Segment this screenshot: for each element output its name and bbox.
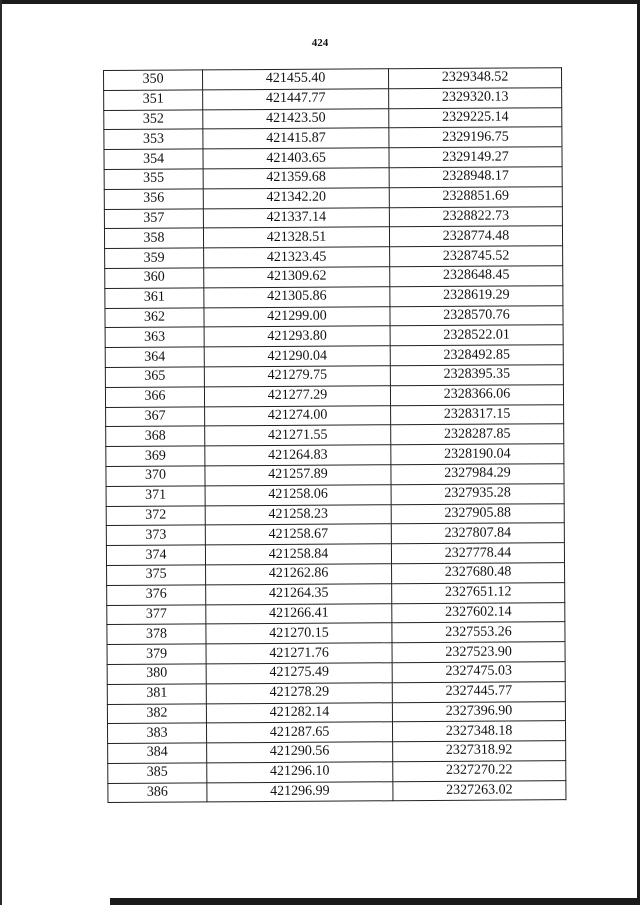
- table-row: [106, 424, 564, 447]
- y-coordinate-cell: 2328317.15: [391, 404, 564, 425]
- table-row: [106, 543, 564, 566]
- y-coordinate-cell: 2327318.92: [393, 741, 566, 762]
- x-coordinate-cell: 421323.45: [204, 247, 390, 268]
- y-coordinate-cell: 2329320.13: [389, 87, 562, 108]
- y-coordinate-cell: 2329348.52: [388, 68, 561, 89]
- point-number-cell: 369: [106, 446, 205, 466]
- point-number-cell: 353: [104, 129, 203, 149]
- x-coordinate-cell: 421290.04: [204, 346, 390, 367]
- x-coordinate-cell: 421279.75: [204, 366, 390, 387]
- x-coordinate-cell: 421403.65: [203, 148, 389, 169]
- table-row: [106, 503, 564, 526]
- y-coordinate-cell: 2328287.85: [391, 424, 564, 445]
- table-row: [105, 266, 563, 289]
- point-number-cell: 351: [104, 90, 203, 110]
- point-number-cell: 381: [107, 684, 206, 704]
- x-coordinate-cell: 421277.29: [204, 386, 390, 407]
- y-coordinate-cell: 2327602.14: [392, 602, 565, 623]
- y-coordinate-cell: 2327905.88: [391, 503, 564, 524]
- x-coordinate-cell: 421328.51: [203, 227, 389, 248]
- table-row: [107, 602, 565, 625]
- table-row: [107, 582, 565, 605]
- x-coordinate-cell: 421296.99: [207, 781, 393, 802]
- y-coordinate-cell: 2327523.90: [392, 642, 565, 663]
- y-coordinate-cell: 2327263.02: [393, 780, 566, 801]
- y-coordinate-cell: 2327348.18: [392, 721, 565, 742]
- page-number: 424: [311, 37, 329, 49]
- y-coordinate-cell: 2327270.22: [393, 761, 566, 782]
- point-number-cell: 368: [106, 426, 205, 446]
- table-row: [106, 444, 564, 467]
- table-row: [105, 325, 563, 348]
- x-coordinate-cell: 421342.20: [203, 188, 389, 209]
- table-row: [108, 780, 566, 803]
- y-coordinate-cell: 2328190.04: [391, 444, 564, 465]
- table-row: [105, 384, 563, 407]
- y-coordinate-cell: 2328948.17: [389, 167, 562, 188]
- point-number-cell: 354: [104, 149, 203, 169]
- x-coordinate-cell: 421455.40: [203, 69, 389, 90]
- x-coordinate-cell: 421258.67: [205, 524, 391, 545]
- y-coordinate-cell: 2327778.44: [391, 543, 564, 564]
- x-coordinate-cell: 421264.83: [205, 445, 391, 466]
- y-coordinate-cell: 2328619.29: [390, 285, 563, 306]
- scan-border-top: [0, 0, 640, 4]
- y-coordinate-cell: 2328745.52: [390, 246, 563, 267]
- y-coordinate-cell: 2328522.01: [390, 325, 563, 346]
- x-coordinate-cell: 421293.80: [204, 326, 390, 347]
- x-coordinate-cell: 421305.86: [204, 287, 390, 308]
- x-coordinate-cell: 421278.29: [206, 682, 392, 703]
- table-row: [105, 305, 563, 328]
- point-number-cell: 364: [105, 347, 204, 367]
- y-coordinate-cell: 2327935.28: [391, 483, 564, 504]
- x-coordinate-cell: 421258.84: [205, 544, 391, 565]
- table-row: [104, 226, 562, 249]
- y-coordinate-cell: 2327680.48: [392, 563, 565, 584]
- coordinate-table-body: [104, 68, 566, 803]
- coordinate-table-wrapper: [103, 67, 566, 803]
- y-coordinate-cell: 2327807.84: [391, 523, 564, 544]
- coordinate-table: [103, 67, 566, 803]
- y-coordinate-cell: 2328822.73: [389, 206, 562, 227]
- point-number-cell: 365: [105, 367, 204, 387]
- table-row: [105, 365, 563, 388]
- point-number-cell: 362: [105, 307, 204, 327]
- y-coordinate-cell: 2328395.35: [390, 365, 563, 386]
- x-coordinate-cell: 421271.76: [206, 643, 392, 664]
- x-coordinate-cell: 421299.00: [204, 306, 390, 327]
- point-number-cell: 383: [107, 723, 206, 743]
- point-number-cell: 377: [107, 604, 206, 624]
- y-coordinate-cell: 2328774.48: [389, 226, 562, 247]
- y-coordinate-cell: 2328366.06: [390, 384, 563, 405]
- point-number-cell: 374: [106, 545, 205, 565]
- point-number-cell: 355: [104, 169, 203, 189]
- point-number-cell: 356: [104, 189, 203, 209]
- table-row: [104, 87, 562, 110]
- point-number-cell: 380: [107, 664, 206, 684]
- point-number-cell: 375: [107, 565, 206, 585]
- x-coordinate-cell: 421264.35: [206, 583, 392, 604]
- table-row: [107, 681, 565, 704]
- point-number-cell: 359: [105, 248, 204, 268]
- point-number-cell: 358: [104, 228, 203, 248]
- table-row: [104, 186, 562, 209]
- point-number-cell: 366: [105, 387, 204, 407]
- x-coordinate-cell: 421447.77: [203, 89, 389, 110]
- table-row: [105, 285, 563, 308]
- point-number-cell: 379: [107, 644, 206, 664]
- table-row: [106, 483, 564, 506]
- x-coordinate-cell: 421262.86: [206, 564, 392, 585]
- y-coordinate-cell: 2329149.27: [389, 147, 562, 168]
- point-number-cell: 382: [107, 703, 206, 723]
- x-coordinate-cell: 421287.65: [206, 722, 392, 743]
- table-row: [108, 741, 566, 764]
- point-number-cell: 386: [108, 783, 207, 803]
- point-number-cell: 384: [108, 743, 207, 763]
- x-coordinate-cell: 421296.10: [207, 762, 393, 783]
- x-coordinate-cell: 421274.00: [205, 405, 391, 426]
- table-row: [107, 701, 565, 724]
- x-coordinate-cell: 421359.68: [203, 168, 389, 189]
- y-coordinate-cell: 2327984.29: [391, 464, 564, 485]
- point-number-cell: 352: [104, 109, 203, 129]
- table-row: [104, 167, 562, 190]
- point-number-cell: 360: [105, 268, 204, 288]
- table-row: [106, 464, 564, 487]
- table-row: [107, 662, 565, 685]
- point-number-cell: 372: [106, 505, 205, 525]
- point-number-cell: 376: [107, 585, 206, 605]
- table-row: [108, 761, 566, 784]
- point-number-cell: 371: [106, 486, 205, 506]
- table-row: [107, 721, 565, 744]
- table-row: [107, 642, 565, 665]
- x-coordinate-cell: 421258.06: [205, 484, 391, 505]
- y-coordinate-cell: 2327475.03: [392, 662, 565, 683]
- point-number-cell: 367: [106, 406, 205, 426]
- x-coordinate-cell: 421257.89: [205, 465, 391, 486]
- scan-border-bottom: [110, 898, 640, 905]
- table-row: [104, 206, 562, 229]
- table-row: [106, 523, 564, 546]
- y-coordinate-cell: 2328492.85: [390, 345, 563, 366]
- point-number-cell: 370: [106, 466, 205, 486]
- y-coordinate-cell: 2327396.90: [392, 701, 565, 722]
- point-number-cell: 363: [105, 327, 204, 347]
- x-coordinate-cell: 421309.62: [204, 267, 390, 288]
- x-coordinate-cell: 421270.15: [206, 623, 392, 644]
- x-coordinate-cell: 421423.50: [203, 108, 389, 129]
- x-coordinate-cell: 421337.14: [203, 207, 389, 228]
- y-coordinate-cell: 2327553.26: [392, 622, 565, 643]
- point-number-cell: 361: [105, 288, 204, 308]
- y-coordinate-cell: 2328648.45: [390, 266, 563, 287]
- table-row: [106, 404, 564, 427]
- x-coordinate-cell: 421271.55: [205, 425, 391, 446]
- y-coordinate-cell: 2327651.12: [392, 582, 565, 603]
- x-coordinate-cell: 421258.23: [205, 504, 391, 525]
- table-row: [104, 68, 562, 91]
- y-coordinate-cell: 2329196.75: [389, 127, 562, 148]
- x-coordinate-cell: 421282.14: [206, 702, 392, 723]
- table-row: [107, 563, 565, 586]
- point-number-cell: 357: [104, 208, 203, 228]
- point-number-cell: 373: [106, 525, 205, 545]
- y-coordinate-cell: 2327445.77: [392, 681, 565, 702]
- x-coordinate-cell: 421266.41: [206, 603, 392, 624]
- table-row: [104, 107, 562, 130]
- x-coordinate-cell: 421290.56: [207, 742, 393, 763]
- table-row: [105, 246, 563, 269]
- table-row: [105, 345, 563, 368]
- x-coordinate-cell: 421415.87: [203, 128, 389, 149]
- y-coordinate-cell: 2329225.14: [389, 107, 562, 128]
- point-number-cell: 385: [108, 763, 207, 783]
- table-row: [104, 127, 562, 150]
- y-coordinate-cell: 2328570.76: [390, 305, 563, 326]
- point-number-cell: 378: [107, 624, 206, 644]
- table-row: [107, 622, 565, 645]
- table-row: [104, 147, 562, 170]
- point-number-cell: 350: [104, 70, 203, 90]
- scan-border-left: [0, 0, 2, 905]
- y-coordinate-cell: 2328851.69: [389, 186, 562, 207]
- x-coordinate-cell: 421275.49: [206, 663, 392, 684]
